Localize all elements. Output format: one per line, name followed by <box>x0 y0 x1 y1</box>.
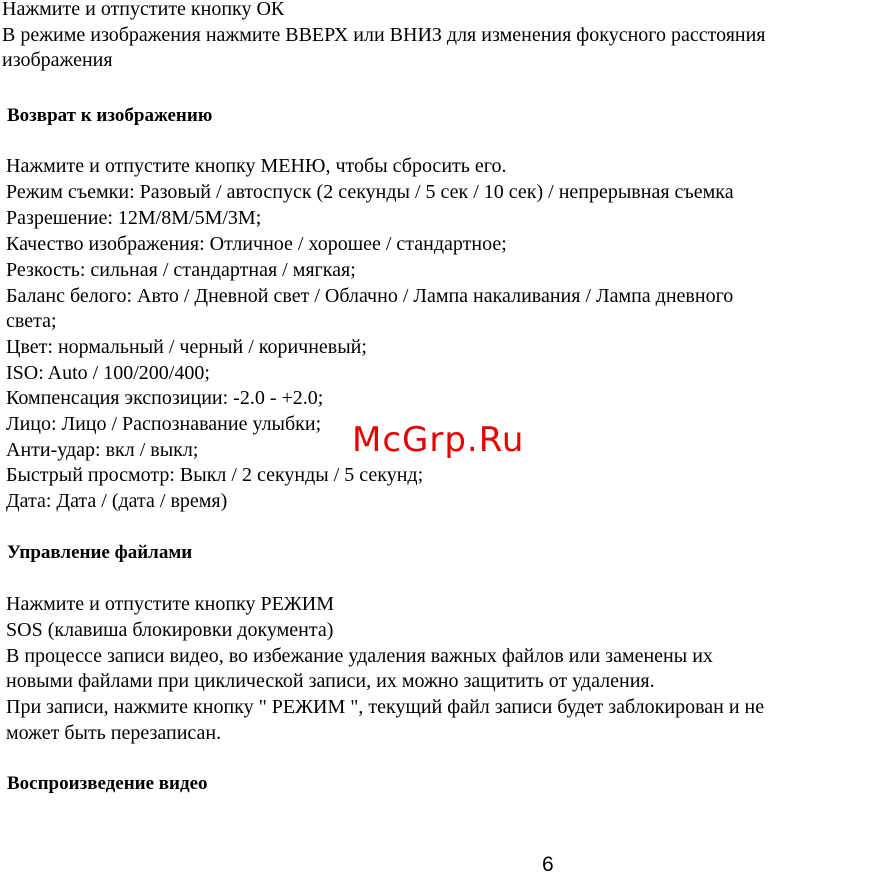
files-line-lock-2: может быть перезаписан. <box>6 722 222 744</box>
intro-line-2: В режиме изображения нажмите ВВЕРХ или ВНИЗ для изменения фокусного расстояния <box>2 24 766 46</box>
intro-line-1: Нажмите и отпустите кнопку ОК <box>2 0 285 20</box>
return-line-resolution: Разрешение: 12M/8M/5M/3M; <box>6 207 262 229</box>
return-line-anti-shake: Анти-удар: вкл / выкл; <box>6 439 199 461</box>
return-line-date: Дата: Дата / (дата / время) <box>6 490 228 512</box>
files-line-mode-button: Нажмите и отпустите кнопку РЕЖИМ <box>6 593 334 615</box>
return-line-white-balance: Баланс белого: Авто / Дневной свет / Облачно / Лампа накаливания / Лампа дневного <box>6 285 734 307</box>
heading-file-management: Управление файлами <box>7 542 193 563</box>
files-line-recording-1: В процессе записи видео, во избежание удаления важных файлов или заменены их <box>6 645 713 667</box>
watermark: McGrp.Ru <box>352 420 525 460</box>
return-line-color: Цвет: нормальный / черный / коричневый; <box>6 336 367 358</box>
heading-video-playback: Воспроизведение видео <box>7 773 208 794</box>
files-line-lock-1: При записи, нажмите кнопку " РЕЖИМ ", текущий файл записи будет заблокирован и не <box>6 696 765 718</box>
page-number: 6 <box>542 853 554 876</box>
return-line-sharpness: Резкость: сильная / стандартная / мягкая; <box>6 259 356 281</box>
files-line-sos: SOS (клавиша блокировки документа) <box>6 619 334 641</box>
intro-line-3: изображения <box>2 49 113 71</box>
files-line-recording-2: новыми файлами при циклической записи, их можно защитить от удаления. <box>6 670 655 692</box>
return-line-exposure: Компенсация экспозиции: -2.0 - +2.0; <box>6 387 324 409</box>
return-line-menu: Нажмите и отпустите кнопку МЕНЮ, чтобы сбросить его. <box>6 155 507 177</box>
return-line-white-balance-cont: света; <box>6 310 57 332</box>
return-line-quality: Качество изображения: Отличное / хорошее / стандартное; <box>6 233 507 255</box>
return-line-shooting-mode: Режим съемки: Разовый / автоспуск (2 секунды / 5 сек / 10 сек) / непрерывная съемка <box>6 181 734 203</box>
return-line-face: Лицо: Лицо / Распознавание улыбки; <box>6 413 322 435</box>
heading-return-to-image: Возврат к изображению <box>7 105 213 126</box>
return-line-iso: ISO: Auto / 100/200/400; <box>6 362 210 384</box>
return-line-quick-view: Быстрый просмотр: Выкл / 2 секунды / 5 секунд; <box>6 464 424 486</box>
